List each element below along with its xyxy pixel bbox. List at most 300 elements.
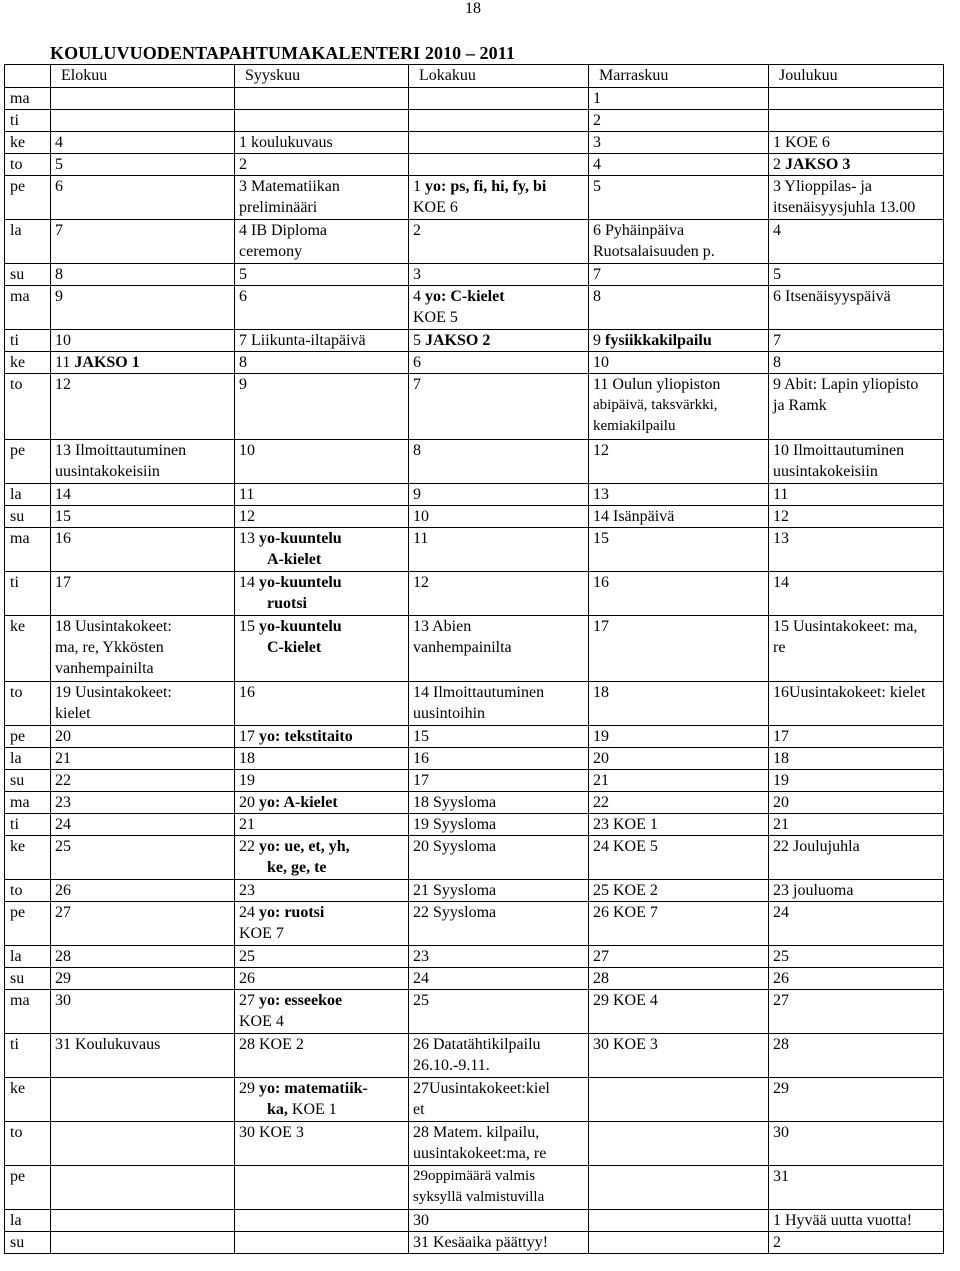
calendar-cell	[409, 374, 589, 440]
cell-line: 9	[413, 486, 421, 503]
calendar-cell	[589, 1210, 769, 1232]
cell-line: 20	[773, 794, 789, 811]
cell-line: 5	[239, 266, 247, 283]
weekday-cell: la	[5, 220, 51, 264]
table-row	[5, 176, 944, 220]
cell-line: 10	[413, 508, 429, 525]
cell-line: 5	[773, 266, 781, 283]
weekday-cell: su	[5, 968, 51, 990]
cell-line: ja Ramk	[773, 397, 827, 414]
cell-line: 12	[593, 442, 609, 459]
cell-line: 23	[239, 882, 255, 899]
table-row	[5, 374, 944, 440]
cell-line	[413, 88, 584, 109]
cell-line: 12	[239, 508, 255, 525]
cell-line: KOE 5	[413, 309, 458, 326]
cell-line: vanhempainilta	[413, 639, 512, 656]
weekday-cell: ke	[5, 616, 51, 682]
cell-line: 15	[413, 728, 429, 745]
calendar-cell	[51, 836, 235, 880]
calendar-cell	[409, 286, 589, 330]
cell-line: 16	[593, 574, 609, 591]
table-row	[5, 682, 944, 726]
calendar-cell	[589, 748, 769, 770]
calendar-cell	[589, 176, 769, 220]
cell-line: 25	[773, 948, 789, 965]
calendar-cell	[769, 770, 944, 792]
calendar-cell	[409, 484, 589, 506]
weekday-cell: su	[5, 770, 51, 792]
cell-line: 28 Matem. kilpailu,	[413, 1124, 540, 1141]
table-row	[5, 880, 944, 902]
cell-line: 20 yo: A-kielet	[239, 794, 338, 811]
calendar-cell	[235, 220, 409, 264]
calendar-cell	[409, 132, 589, 154]
cell-line: 2	[413, 222, 421, 239]
weekday-cell: ma	[5, 528, 51, 572]
calendar-cell	[51, 374, 235, 440]
cell-line: 22	[55, 772, 71, 789]
calendar-cell	[235, 1232, 409, 1254]
calendar-cell	[769, 528, 944, 572]
table-row	[5, 352, 944, 374]
calendar-cell	[769, 264, 944, 286]
cell-line: KOE 6	[413, 199, 458, 216]
cell-line	[55, 1232, 230, 1253]
cell-line: 1 Hyvää uutta vuotta!	[773, 1212, 913, 1229]
cell-line	[55, 110, 230, 131]
calendar-cell	[235, 1122, 409, 1166]
month-header: Joulukuu	[769, 65, 944, 88]
cell-line: 23	[413, 948, 429, 965]
cell-line: 13 Abien	[413, 618, 472, 635]
weekday-cell: pe	[5, 176, 51, 220]
calendar-cell	[409, 1122, 589, 1166]
cell-line: 29 yo: matematiik-	[239, 1080, 368, 1097]
cell-line: 10	[593, 354, 609, 371]
calendar-cell	[235, 374, 409, 440]
cell-line: 20	[593, 750, 609, 767]
cell-line: 16	[239, 684, 255, 701]
calendar-cell	[769, 132, 944, 154]
calendar-cell	[769, 154, 944, 176]
cell-line: 11 Oulun yliopiston	[593, 376, 721, 393]
calendar-cell	[769, 352, 944, 374]
calendar-title: KOULUVUODENTAPAHTUMAKALENTERI 2010 – 2011	[50, 43, 515, 63]
cell-line: 28 KOE 2	[239, 1036, 304, 1053]
calendar-cell	[769, 902, 944, 946]
calendar-cell	[51, 748, 235, 770]
calendar-cell	[235, 572, 409, 616]
weekday-cell: la	[5, 748, 51, 770]
table-row	[5, 220, 944, 264]
calendar-body	[5, 88, 944, 1254]
calendar-cell	[409, 682, 589, 726]
weekday-cell: la	[5, 484, 51, 506]
table-row	[5, 1232, 944, 1254]
weekday-cell: pe	[5, 726, 51, 748]
cell-line: A-kielet	[267, 551, 322, 568]
table-row	[5, 132, 944, 154]
cell-line: 15	[55, 508, 71, 525]
weekday-cell: la	[5, 1210, 51, 1232]
cell-line: 11	[239, 486, 255, 503]
table-row	[5, 792, 944, 814]
calendar-cell	[589, 946, 769, 968]
cell-line: 26 KOE 7	[593, 904, 658, 921]
cell-line: 25 KOE 2	[593, 882, 658, 899]
calendar-cell	[769, 1210, 944, 1232]
calendar-cell	[235, 132, 409, 154]
cell-line: 17	[593, 618, 609, 635]
cell-line: ka, KOE 1	[267, 1101, 337, 1118]
cell-line	[413, 132, 584, 153]
cell-line: 20 Syysloma	[413, 838, 497, 855]
calendar-cell	[409, 1210, 589, 1232]
cell-line: 22 Syysloma	[413, 904, 497, 921]
cell-line: 14	[55, 486, 71, 503]
cell-line: 27	[773, 992, 789, 1009]
cell-line: 19 Uusintakokeet:	[55, 684, 172, 701]
cell-line: 17 yo: tekstitaito	[239, 728, 353, 745]
calendar-cell	[409, 1166, 589, 1210]
cell-line: 2	[773, 1234, 781, 1251]
cell-line: 30	[55, 992, 71, 1009]
cell-line	[239, 110, 404, 131]
cell-line: 24	[773, 904, 789, 921]
cell-line: 1 koulukuvaus	[239, 134, 333, 151]
calendar-cell	[51, 902, 235, 946]
table-row	[5, 440, 944, 484]
cell-line: 8	[773, 354, 781, 371]
table-row	[5, 528, 944, 572]
calendar-cell	[589, 154, 769, 176]
cell-line	[593, 1166, 764, 1187]
calendar-cell	[409, 792, 589, 814]
calendar-cell	[235, 286, 409, 330]
calendar-cell	[409, 352, 589, 374]
cell-line: 11 JAKSO 1	[55, 354, 140, 371]
calendar-cell	[51, 440, 235, 484]
cell-line	[55, 1122, 230, 1143]
calendar-cell	[409, 330, 589, 352]
table-row	[5, 1078, 944, 1122]
cell-line: 23	[55, 794, 71, 811]
calendar-cell	[409, 220, 589, 264]
month-header: Elokuu	[51, 65, 235, 88]
calendar-cell	[769, 1078, 944, 1122]
cell-line: 7	[55, 222, 63, 239]
cell-line: 23 KOE 1	[593, 816, 658, 833]
calendar-cell	[409, 836, 589, 880]
table-row	[5, 154, 944, 176]
calendar-cell	[51, 220, 235, 264]
calendar-cell	[769, 682, 944, 726]
cell-line: 24	[55, 816, 71, 833]
cell-line: 26	[239, 970, 255, 987]
cell-line: 10 Ilmoittautuminen	[773, 442, 905, 459]
calendar-cell	[589, 1122, 769, 1166]
cell-line: 17	[413, 772, 429, 789]
calendar-cell	[589, 792, 769, 814]
calendar-cell	[769, 880, 944, 902]
cell-line: 6 Pyhäinpäiva	[593, 222, 685, 239]
calendar-cell	[769, 792, 944, 814]
table-row	[5, 814, 944, 836]
calendar-cell	[235, 902, 409, 946]
cell-line: 24	[413, 970, 429, 987]
calendar-cell	[51, 1122, 235, 1166]
cell-line: 19	[773, 772, 789, 789]
weekday-cell: ke	[5, 1078, 51, 1122]
calendar-cell	[769, 726, 944, 748]
calendar-cell	[589, 726, 769, 748]
calendar-cell	[51, 528, 235, 572]
cell-line: ma, re, Ykkösten	[55, 639, 164, 656]
weekday-cell: pe	[5, 902, 51, 946]
cell-line: ruotsi	[267, 595, 307, 612]
cell-line: 19	[593, 728, 609, 745]
cell-line: uusintoihin	[413, 705, 486, 722]
cell-line: 15 Uusintakokeet: ma,	[773, 618, 918, 635]
cell-line: 12	[413, 574, 429, 591]
calendar-cell	[235, 682, 409, 726]
cell-line: ke, ge, te	[267, 859, 327, 876]
calendar-cell	[51, 682, 235, 726]
weekday-cell: to	[5, 1122, 51, 1166]
cell-line: 26	[55, 882, 71, 899]
calendar-cell	[51, 132, 235, 154]
calendar-cell	[769, 220, 944, 264]
cell-line: 3 Matematiikan	[239, 178, 340, 195]
cell-line: 5	[593, 178, 601, 195]
cell-line: 21 Syysloma	[413, 882, 497, 899]
cell-line: 7	[773, 332, 781, 349]
calendar-cell	[51, 1210, 235, 1232]
calendar-cell	[409, 946, 589, 968]
calendar-cell	[51, 484, 235, 506]
calendar-cell	[769, 572, 944, 616]
calendar-cell	[409, 440, 589, 484]
calendar-cell	[589, 220, 769, 264]
weekday-cell: la	[5, 946, 51, 968]
cell-line: 12	[773, 508, 789, 525]
cell-line	[239, 1166, 404, 1187]
cell-line: 27 yo: esseekoe	[239, 992, 343, 1009]
cell-line: Ruotsalaisuuden p.	[593, 243, 715, 260]
calendar-cell	[409, 176, 589, 220]
cell-line	[773, 110, 939, 131]
cell-line: 31 Kesäaika päättyy!	[413, 1234, 549, 1251]
month-header: Syyskuu	[235, 65, 409, 88]
cell-line: 26.10.-9.11.	[413, 1057, 490, 1074]
cell-line: 14	[773, 574, 789, 591]
calendar-cell	[51, 330, 235, 352]
cell-line	[413, 110, 584, 131]
cell-line: uusintakokeisiin	[55, 463, 160, 480]
cell-line: 31	[773, 1168, 789, 1185]
calendar-cell	[235, 770, 409, 792]
weekday-cell: to	[5, 374, 51, 440]
calendar-cell	[235, 1166, 409, 1210]
cell-line: 8	[239, 354, 247, 371]
cell-line	[55, 1166, 230, 1187]
weekday-cell: su	[5, 1232, 51, 1254]
cell-line: 24 yo: ruotsi	[239, 904, 325, 921]
calendar-cell	[769, 286, 944, 330]
calendar-cell	[589, 836, 769, 880]
weekday-cell: pe	[5, 1166, 51, 1210]
cell-line: 16	[413, 750, 429, 767]
cell-line	[55, 1210, 230, 1231]
calendar-cell	[589, 528, 769, 572]
cell-line	[413, 154, 584, 175]
cell-line	[773, 88, 939, 109]
cell-line: 5 JAKSO 2	[413, 332, 491, 349]
cell-line: vanhempainilta	[55, 660, 154, 677]
weekday-cell: ma	[5, 88, 51, 110]
cell-line: 4	[55, 134, 63, 151]
calendar-cell	[769, 1166, 944, 1210]
calendar-cell	[589, 990, 769, 1034]
cell-line: uusintakokeisiin	[773, 463, 878, 480]
calendar-cell	[235, 748, 409, 770]
weekday-cell: pe	[5, 440, 51, 484]
calendar-cell	[409, 1232, 589, 1254]
cell-line: 14 yo-kuuntelu	[239, 574, 342, 591]
cell-line: 24 KOE 5	[593, 838, 658, 855]
cell-line: 29 KOE 4	[593, 992, 658, 1009]
cell-line: 11	[773, 486, 789, 503]
cell-line: 9 fysiikkakilpailu	[593, 332, 712, 349]
cell-line: 7	[413, 376, 421, 393]
calendar-cell	[409, 88, 589, 110]
calendar-cell	[235, 1078, 409, 1122]
calendar-cell	[589, 880, 769, 902]
calendar-cell	[769, 616, 944, 682]
calendar-cell	[51, 814, 235, 836]
corner-cell	[5, 65, 51, 88]
calendar-cell	[409, 110, 589, 132]
cell-line	[593, 1232, 764, 1253]
calendar-cell	[235, 814, 409, 836]
table-row	[5, 484, 944, 506]
cell-line: 9 Abit: Lapin yliopisto	[773, 376, 919, 393]
calendar-cell	[235, 880, 409, 902]
cell-line: 6	[239, 288, 247, 305]
calendar-cell	[589, 1232, 769, 1254]
cell-line	[593, 1122, 764, 1143]
cell-line: 16Uusintakokeet: kielet	[773, 684, 926, 701]
calendar-cell	[589, 264, 769, 286]
calendar-cell	[235, 352, 409, 374]
cell-line: 25	[55, 838, 71, 855]
weekday-cell: to	[5, 880, 51, 902]
cell-line: 18 Uusintakokeet:	[55, 618, 172, 635]
calendar-cell	[235, 88, 409, 110]
cell-line: 22	[593, 794, 609, 811]
cell-line: 27	[593, 948, 609, 965]
cell-line: itsenäisyysjuhla 13.00	[773, 199, 916, 216]
cell-line: 1 yo: ps, fi, hi, fy, bi	[413, 178, 547, 195]
cell-line: 16	[55, 530, 71, 547]
calendar-cell	[235, 528, 409, 572]
calendar-cell	[235, 176, 409, 220]
cell-line: 13	[773, 530, 789, 547]
calendar-cell	[51, 506, 235, 528]
calendar-cell	[409, 1078, 589, 1122]
calendar-cell	[769, 1122, 944, 1166]
weekday-cell: ke	[5, 132, 51, 154]
calendar-cell	[769, 946, 944, 968]
calendar-cell	[769, 1232, 944, 1254]
calendar-cell	[235, 1210, 409, 1232]
cell-line: 7	[593, 266, 601, 283]
calendar-cell	[589, 770, 769, 792]
calendar-cell	[409, 506, 589, 528]
calendar-cell	[589, 616, 769, 682]
calendar-cell	[409, 990, 589, 1034]
calendar-cell	[235, 792, 409, 814]
calendar-cell	[235, 484, 409, 506]
calendar-cell	[769, 836, 944, 880]
cell-line: 7 Liikunta-iltapäivä	[239, 332, 366, 349]
table-row	[5, 616, 944, 682]
month-header: Marraskuu	[589, 65, 769, 88]
calendar-cell	[589, 484, 769, 506]
cell-line: 2 JAKSO 3	[773, 156, 851, 173]
cell-line: 1	[593, 90, 601, 107]
calendar-cell	[51, 726, 235, 748]
cell-line	[239, 88, 404, 109]
calendar-cell	[769, 176, 944, 220]
cell-line: 27	[55, 904, 71, 921]
table-row	[5, 1166, 944, 1210]
calendar-cell	[589, 814, 769, 836]
calendar-cell	[589, 572, 769, 616]
calendar-cell	[235, 990, 409, 1034]
calendar-cell	[51, 286, 235, 330]
cell-line: 30 KOE 3	[239, 1124, 304, 1141]
calendar-cell	[589, 352, 769, 374]
cell-line: 28	[593, 970, 609, 987]
cell-line: preliminääri	[239, 199, 318, 216]
cell-line	[55, 1078, 230, 1099]
cell-line: 2	[593, 112, 601, 129]
cell-line: et	[413, 1101, 425, 1118]
cell-line: 18	[593, 684, 609, 701]
cell-line: 5	[55, 156, 63, 173]
calendar-cell	[51, 264, 235, 286]
cell-line: 4	[593, 156, 601, 173]
calendar-cell	[769, 110, 944, 132]
cell-line: 25	[413, 992, 429, 1009]
cell-line: 3 Ylioppilas- ja	[773, 178, 872, 195]
calendar-cell	[51, 1166, 235, 1210]
table-row	[5, 946, 944, 968]
cell-line	[239, 1232, 404, 1253]
table-row	[5, 968, 944, 990]
calendar-cell	[51, 88, 235, 110]
calendar-cell	[769, 374, 944, 440]
table-row	[5, 572, 944, 616]
calendar-cell	[589, 902, 769, 946]
cell-line	[593, 1210, 764, 1231]
cell-line: 23 jouluoma	[773, 882, 854, 899]
cell-line: 13 Ilmoittautuminen	[55, 442, 187, 459]
weekday-cell: ti	[5, 110, 51, 132]
table-row	[5, 748, 944, 770]
